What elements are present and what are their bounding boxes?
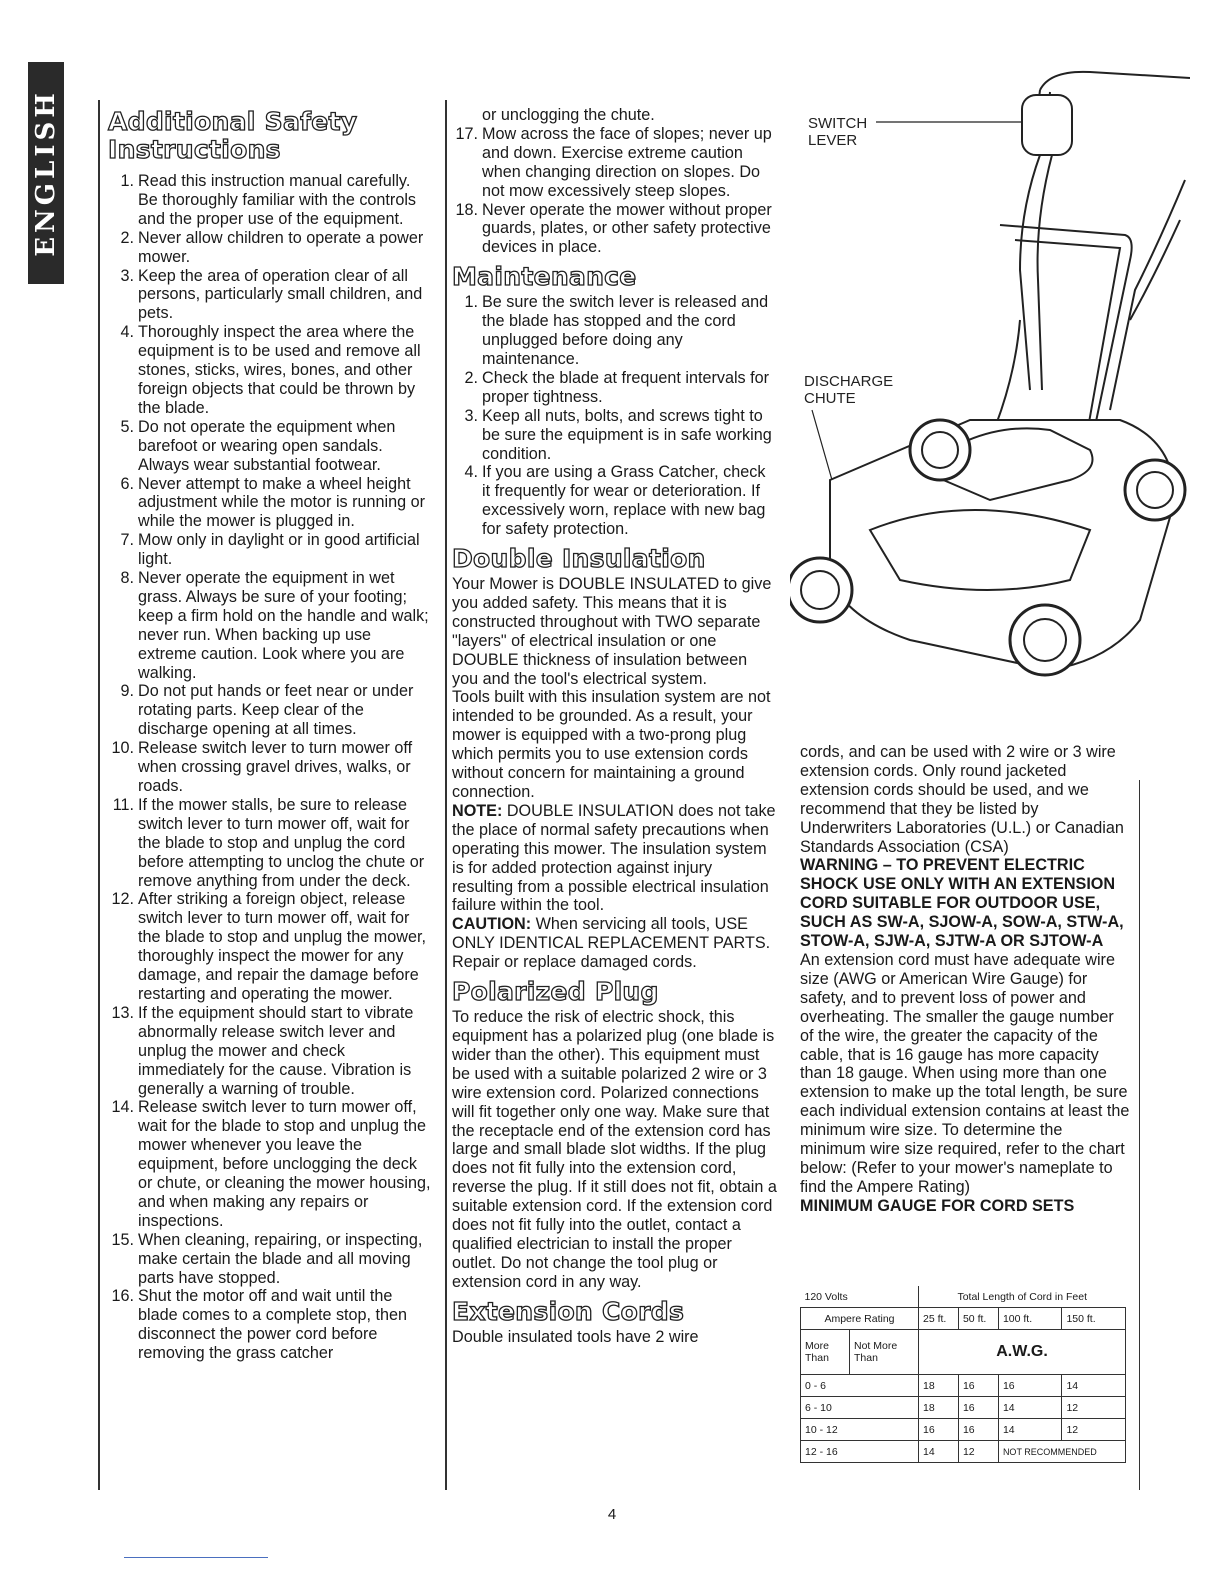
list-text: Shut the motor off and wait until the blade comes to a complete stop, then disconnect the power cord before removing the grass catcher bbox=[138, 1287, 408, 1363]
list-number: 4. bbox=[120, 323, 134, 342]
list-item bbox=[452, 463, 777, 539]
list-item bbox=[108, 172, 433, 229]
list-item bbox=[108, 796, 433, 891]
switch-lever-label-line1: SWITCH bbox=[808, 115, 868, 132]
list-number: 4. bbox=[464, 463, 478, 482]
handle-top-bar bbox=[1040, 72, 1190, 90]
list-item bbox=[108, 267, 433, 324]
list-text: Do not put hands or feet near or under rotating parts. Keep clear of the discharge opening at all times. bbox=[138, 682, 414, 739]
list-text: Keep all nuts, bolts, and screws tight to be sure the equipment is in safe working condition. bbox=[482, 406, 772, 463]
list-text: Do not operate the equipment when barefoot or wearing open sandals. Always wear substantial footwear. bbox=[138, 417, 396, 474]
heading-maintenance: Maintenance bbox=[452, 262, 637, 292]
list-item bbox=[108, 475, 433, 532]
heading-additional-safety: Additional Safety Instructions bbox=[108, 107, 358, 164]
list-number: 1. bbox=[120, 172, 134, 190]
length-cell: 25 ft. bbox=[919, 1308, 959, 1330]
list-text: Never attempt to make a wheel height adjustment while the motor is running or while the mower is plugged in. bbox=[138, 474, 426, 531]
list-item bbox=[108, 1287, 433, 1363]
gauge-cell: 14 bbox=[919, 1441, 959, 1463]
list-text: Be sure the switch lever is released and the blade has stopped and the cord unplugged before doing any maintenance. bbox=[482, 293, 769, 368]
list-item bbox=[452, 201, 777, 258]
list-number: 2. bbox=[464, 368, 478, 387]
more-than-cell: More Than bbox=[801, 1330, 850, 1375]
gauge-cell: 16 bbox=[958, 1375, 998, 1397]
gauge-cell: 12 bbox=[1062, 1397, 1126, 1419]
list-item bbox=[108, 1098, 433, 1230]
mower-illustration bbox=[790, 60, 1190, 740]
list-number: 18. bbox=[455, 200, 478, 219]
list-item bbox=[108, 323, 433, 418]
column-divider-middle bbox=[445, 100, 447, 1490]
list-text: When cleaning, repairing, or inspecting, make certain the blade and all moving parts have stopped. bbox=[138, 1230, 423, 1287]
list-number: 2. bbox=[120, 228, 134, 247]
volts-cell: 120 Volts bbox=[801, 1286, 919, 1308]
length-cell: 100 ft. bbox=[998, 1308, 1062, 1330]
list-text: If the equipment should start to vibrate abnormally release switch lever and unplug the mower and check immediately for the cause. Vibration is generally a warning of trouble. bbox=[138, 1003, 414, 1098]
list-text: Thoroughly inspect the area where the equipment is to be used and remove all stones, sticks, wires, bones, and other foreign objects that could be thrown by the blade. bbox=[138, 323, 421, 417]
gauge-cell: 14 bbox=[998, 1397, 1062, 1419]
list-item bbox=[108, 1004, 433, 1099]
handle-left-upper-inner bbox=[1038, 155, 1052, 390]
list-number: 13. bbox=[111, 1003, 134, 1022]
handle-right-inner bbox=[1130, 220, 1180, 320]
list-text: If you are using a Grass Catcher, check it frequently for wear or deterioration. If excessively worn, replace with new bag for safety protection. bbox=[482, 463, 766, 539]
wheel-front-right bbox=[1010, 605, 1080, 675]
list-text: Mow across the face of slopes; never up and down. Exercise extreme caution when changing direction on slopes. Do not mow excessively steep slopes. bbox=[482, 124, 772, 200]
gauge-cell: 12 bbox=[958, 1441, 998, 1463]
list-number: 15. bbox=[111, 1230, 134, 1249]
gauge-cell: 14 bbox=[1062, 1375, 1126, 1397]
list-number: 3. bbox=[464, 406, 478, 425]
list-item bbox=[108, 682, 433, 739]
list-text: Never operate the equipment in wet grass. Always be sure of your footing; keep a firm hold on the handle and walk; never run. When backing up use extreme caution. Look where you are walking. bbox=[138, 569, 429, 682]
heading-extension-cords: Extension Cords bbox=[452, 1296, 685, 1326]
language-tab-label: ENGLISH bbox=[31, 89, 61, 257]
list-item bbox=[108, 890, 433, 1003]
table-row bbox=[801, 1441, 1126, 1463]
list-item bbox=[108, 229, 433, 267]
not-more-than-cell: Not More Than bbox=[850, 1330, 919, 1375]
list-item bbox=[452, 369, 777, 407]
table-row bbox=[801, 1330, 1126, 1375]
maintenance-list bbox=[452, 293, 777, 539]
list-number: 7. bbox=[120, 531, 134, 550]
list-item bbox=[108, 739, 433, 796]
column-2 bbox=[452, 106, 777, 1347]
list-item bbox=[108, 418, 433, 475]
length-cell: 50 ft. bbox=[958, 1308, 998, 1330]
switch-box bbox=[1022, 95, 1072, 155]
gauge-cell: 16 bbox=[919, 1419, 959, 1441]
list-item bbox=[452, 293, 777, 369]
extension-cords-continued: cords, and can be used with 2 wire or 3 wire extension cords. Only round jacketed extension cords should be used, and we recommend that they be listed by Underwriters Laboratories (U.L.) or Canadian Standards Association (CSA) bbox=[800, 743, 1124, 856]
safety-list-continued bbox=[452, 106, 777, 125]
switch-lever-label-line2: LEVER bbox=[808, 132, 858, 149]
list-number: 3. bbox=[120, 266, 134, 285]
double-insulation-paragraph-2: Tools built with this insulation system are not intended to be grounded. As a result, your mower is equipped with a two-prong plug which permits you to use extension cords without concern for maintaining a ground connection. bbox=[452, 688, 771, 801]
list-item bbox=[452, 125, 777, 201]
safety-list bbox=[108, 172, 433, 1363]
list-number: 17. bbox=[455, 124, 478, 143]
list-number: 10. bbox=[111, 739, 134, 758]
gauge-cell: 16 bbox=[958, 1419, 998, 1441]
length-cell: 150 ft. bbox=[1062, 1308, 1126, 1330]
note-paragraph: NOTE: DOUBLE INSULATION does not take the place of normal safety precautions when operating this mower. The insulation system is for added protection against injury resulting from a possible electrical insulation failure within the tool. bbox=[452, 801, 776, 915]
safety-list-continued-items bbox=[452, 125, 777, 257]
list-text: Check the blade at frequent intervals for proper tightness. bbox=[482, 368, 770, 406]
table-row bbox=[801, 1419, 1126, 1441]
column-divider-right bbox=[1139, 780, 1140, 1490]
list-number: 6. bbox=[120, 474, 134, 493]
wheel-rear-right bbox=[1125, 460, 1185, 520]
list-item bbox=[108, 531, 433, 569]
table-row bbox=[801, 1375, 1126, 1397]
page-number: 4 bbox=[607, 1506, 617, 1523]
handle-right-upper bbox=[1110, 180, 1185, 410]
list-number: 5. bbox=[120, 417, 134, 436]
list-number: 11. bbox=[112, 795, 134, 814]
list-item bbox=[452, 407, 777, 464]
gauge-cell: 16 bbox=[958, 1397, 998, 1419]
list-number: 8. bbox=[120, 569, 134, 588]
discharge-chute-leader-line bbox=[812, 410, 832, 480]
table-row bbox=[801, 1308, 1126, 1330]
language-tab bbox=[28, 62, 64, 284]
list-number: 9. bbox=[120, 682, 134, 701]
column-3 bbox=[800, 743, 1130, 1216]
warning-paragraph: WARNING – TO PREVENT ELECTRIC SHOCK USE ONLY WITH AN EXTENSION CORD SUITABLE FOR OUTDOOR USE, SUCH AS SW-A, SJOW-A, SOW-A, STW-A, STOW-A, SJW-A, SJTW-A OR SJTOW-A bbox=[800, 856, 1124, 951]
wheel-front-left bbox=[790, 558, 852, 622]
list-text: Never allow children to operate a power mower. bbox=[138, 228, 424, 266]
total-length-cell: Total Length of Cord in Feet bbox=[957, 1290, 1088, 1303]
gauge-cell: NOT RECOMMENDED bbox=[998, 1441, 1125, 1463]
handle-lower-frame-inner bbox=[1015, 240, 1120, 445]
table-row bbox=[801, 1286, 1126, 1308]
list-text: Release switch lever to turn mower off, wait for the blade to stop and unplug the mower whenever you leave the equipment, before unclogging the deck or chute, or cleaning the mower housing, and when making any repairs or inspections. bbox=[138, 1098, 431, 1230]
list-text: Release switch lever to turn mower off when crossing gravel drives, walks, or roads. bbox=[138, 739, 413, 795]
ampere-range-cell: 0 - 6 bbox=[801, 1375, 919, 1397]
heading-double-insulation: Double Insulation bbox=[452, 544, 706, 574]
list-text: Mow only in daylight or in good artificial light. bbox=[138, 531, 420, 569]
list-number: 1. bbox=[464, 293, 478, 312]
ampere-rating-cell: Ampere Rating bbox=[801, 1308, 919, 1330]
extension-cords-paragraph: Double insulated tools have 2 wire bbox=[452, 1327, 699, 1346]
list-item bbox=[108, 1231, 433, 1288]
list-number: 14. bbox=[111, 1098, 134, 1117]
list-text: Keep the area of operation clear of all persons, particularly small children, and pets. bbox=[138, 266, 423, 323]
polarized-plug-paragraph: To reduce the risk of electric shock, this equipment has a polarized plug (one blade is wider than the other). This equipment must be used with a suitable polarized 2 wire or 3 wire extension cord. Polarized connections will fit together only one way. Make sure that the receptacle end of the extension cord has large and small blade slot widths. If the plug does not fit fully into the extension cord, reverse the plug. If it still does not fit, obtain a suitable extension cord. If the extension cord does not fit fully into the outlet, contact a qualified electrician to install the proper outlet. Do not change the tool plug or extension cord in any way. bbox=[452, 1008, 777, 1291]
list-number: 16. bbox=[111, 1287, 134, 1306]
ampere-range-cell: 12 - 16 bbox=[801, 1441, 919, 1463]
gauge-cell: 14 bbox=[998, 1419, 1062, 1441]
column-divider-left bbox=[98, 100, 100, 1490]
heading-polarized-plug: Polarized Plug bbox=[452, 977, 659, 1007]
gauge-cell: 18 bbox=[919, 1375, 959, 1397]
gauge-cell: 18 bbox=[919, 1397, 959, 1419]
list-text: Never operate the mower without proper guards, plates, or other safety protective devices in place. bbox=[482, 200, 772, 257]
list-text: Read this instruction manual carefully. Be thoroughly familiar with the controls and the proper use of the equipment. bbox=[138, 172, 417, 228]
wheel-rear-left bbox=[910, 420, 970, 480]
discharge-chute-label-line2: CHUTE bbox=[804, 390, 856, 407]
ampere-range-cell: 10 - 12 bbox=[801, 1419, 919, 1441]
table-row bbox=[801, 1397, 1126, 1419]
list-text: If the mower stalls, be sure to release switch lever to turn mower off, wait for the blade to stop and unplug the cord before attempting to unclog the chute or remove anything from under the deck. bbox=[138, 795, 425, 890]
wire-size-paragraph: An extension cord must have adequate wire size (AWG or American Wire Gauge) for safety, and to prevent loss of power and overheating. The smaller the gauge number of the wire, the greater the capacity of the cable, that is 16 gauge has more capacity than 18 gauge. When using more than one extension to make up the total length, be sure each individual extension contains at least the minimum wire size. To determine the minimum wire size required, refer to the chart below: (Refer to your mower's nameplate to find the Ampere Rating) bbox=[800, 950, 1130, 1196]
minimum-gauge-table bbox=[800, 1286, 1126, 1463]
list-text: After striking a foreign object, release switch lever to turn mower off, wait for the blade to stop and unplug the mower, thoroughly inspect the mower for any damage, and repair the damage before restarting and operating the mower. bbox=[138, 890, 426, 1003]
column-1 bbox=[108, 108, 433, 1363]
list-item bbox=[108, 569, 433, 682]
caution-paragraph: CAUTION: When servicing all tools, USE ONLY IDENTICAL REPLACEMENT PARTS. Repair or replace damaged cords. bbox=[452, 915, 771, 972]
gauge-table-title: MINIMUM GAUGE FOR CORD SETS bbox=[800, 1196, 1075, 1215]
ampere-range-cell: 6 - 10 bbox=[801, 1397, 919, 1419]
awg-cell: A.W.G. bbox=[919, 1330, 1126, 1375]
list-number: 12. bbox=[111, 890, 134, 909]
gauge-cell: 12 bbox=[1062, 1419, 1126, 1441]
footer-rule bbox=[124, 1557, 268, 1558]
discharge-chute-label-line1: DISCHARGE bbox=[804, 373, 894, 390]
gauge-cell: 16 bbox=[998, 1375, 1062, 1397]
double-insulation-paragraph-1: Your Mower is DOUBLE INSULATED to give you added safety. This means that it is constructed throughout with TWO separate "layers" of electrical insulation or one DOUBLE thickness of insulation between you and the tool's electrical system. bbox=[452, 575, 772, 688]
list-item: or unclogging the chute. bbox=[482, 106, 655, 124]
